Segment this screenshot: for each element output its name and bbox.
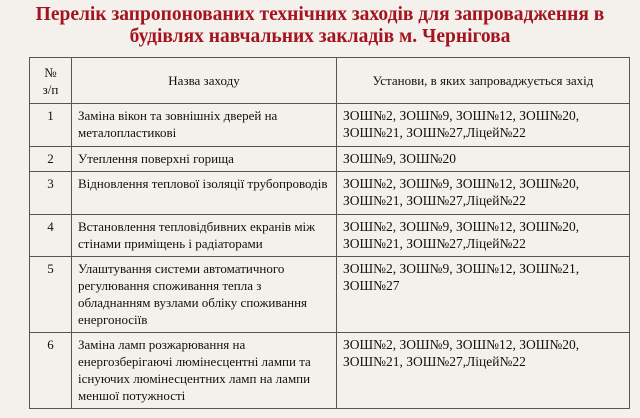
measure-name: Встановлення тепловідбивних екранів між стінами приміщень і радіаторами (72, 215, 337, 257)
table-row (30, 333, 630, 409)
measure-name: Заміна ламп розжарювання на енергозберігаючі люмінесцентні лампи та існуючих люмінесцентних ламп на лампи меншої потужності (72, 333, 337, 409)
institutions-list: ЗОШ№2, ЗОШ№9, ЗОШ№12, ЗОШ№20, ЗОШ№21, ЗОШ№27,Ліцей№22 (337, 104, 630, 147)
measure-name: Утеплення поверхні горища (72, 147, 337, 172)
page-title (0, 4, 640, 48)
title-line-1: Перелік запропонованих технічних заходів для запровадження в (35, 4, 605, 25)
institutions-list: ЗОШ№9, ЗОШ№20 (337, 147, 630, 172)
table-row (30, 215, 630, 257)
table-row (30, 104, 630, 147)
measures-table (29, 57, 630, 409)
header-number-symbol: № (44, 64, 57, 80)
row-number: 3 (30, 172, 72, 215)
title-line-2: будівлях навчальних закладів м. Чернігова (129, 26, 511, 47)
row-number: 2 (30, 147, 72, 172)
table-row (30, 172, 630, 215)
header-number-abbr: з/п (42, 81, 59, 97)
measures-table-container (29, 57, 629, 409)
institutions-list: ЗОШ№2, ЗОШ№9, ЗОШ№12, ЗОШ№20, ЗОШ№21, ЗОШ№27,Ліцей№22 (337, 172, 630, 215)
measure-name: Відновлення теплової ізоляції трубопроводів (72, 172, 337, 215)
institutions-list: ЗОШ№2, ЗОШ№9, ЗОШ№12, ЗОШ№20, ЗОШ№21, ЗОШ№27,Ліцей№22 (337, 333, 630, 409)
row-number: 4 (30, 215, 72, 257)
row-number: 5 (30, 257, 72, 333)
header-institutions: Установи, в яких запроваджується захід (337, 58, 630, 104)
table-header-row (30, 58, 630, 104)
row-number: 1 (30, 104, 72, 147)
institutions-list: ЗОШ№2, ЗОШ№9, ЗОШ№12, ЗОШ№21, ЗОШ№27 (337, 257, 630, 333)
table-row (30, 257, 630, 333)
row-number: 6 (30, 333, 72, 409)
measure-name: Заміна вікон та зовнішніх дверей на металопластикові (72, 104, 337, 147)
header-measure-name: Назва заходу (72, 58, 337, 104)
header-number (30, 58, 72, 104)
institutions-list: ЗОШ№2, ЗОШ№9, ЗОШ№12, ЗОШ№20, ЗОШ№21, ЗОШ№27,Ліцей№22 (337, 215, 630, 257)
measure-name: Улаштування системи автоматичного регулювання споживання тепла з обладнанням вузлами обліку споживання енергоносіїв (72, 257, 337, 333)
table-row (30, 147, 630, 172)
